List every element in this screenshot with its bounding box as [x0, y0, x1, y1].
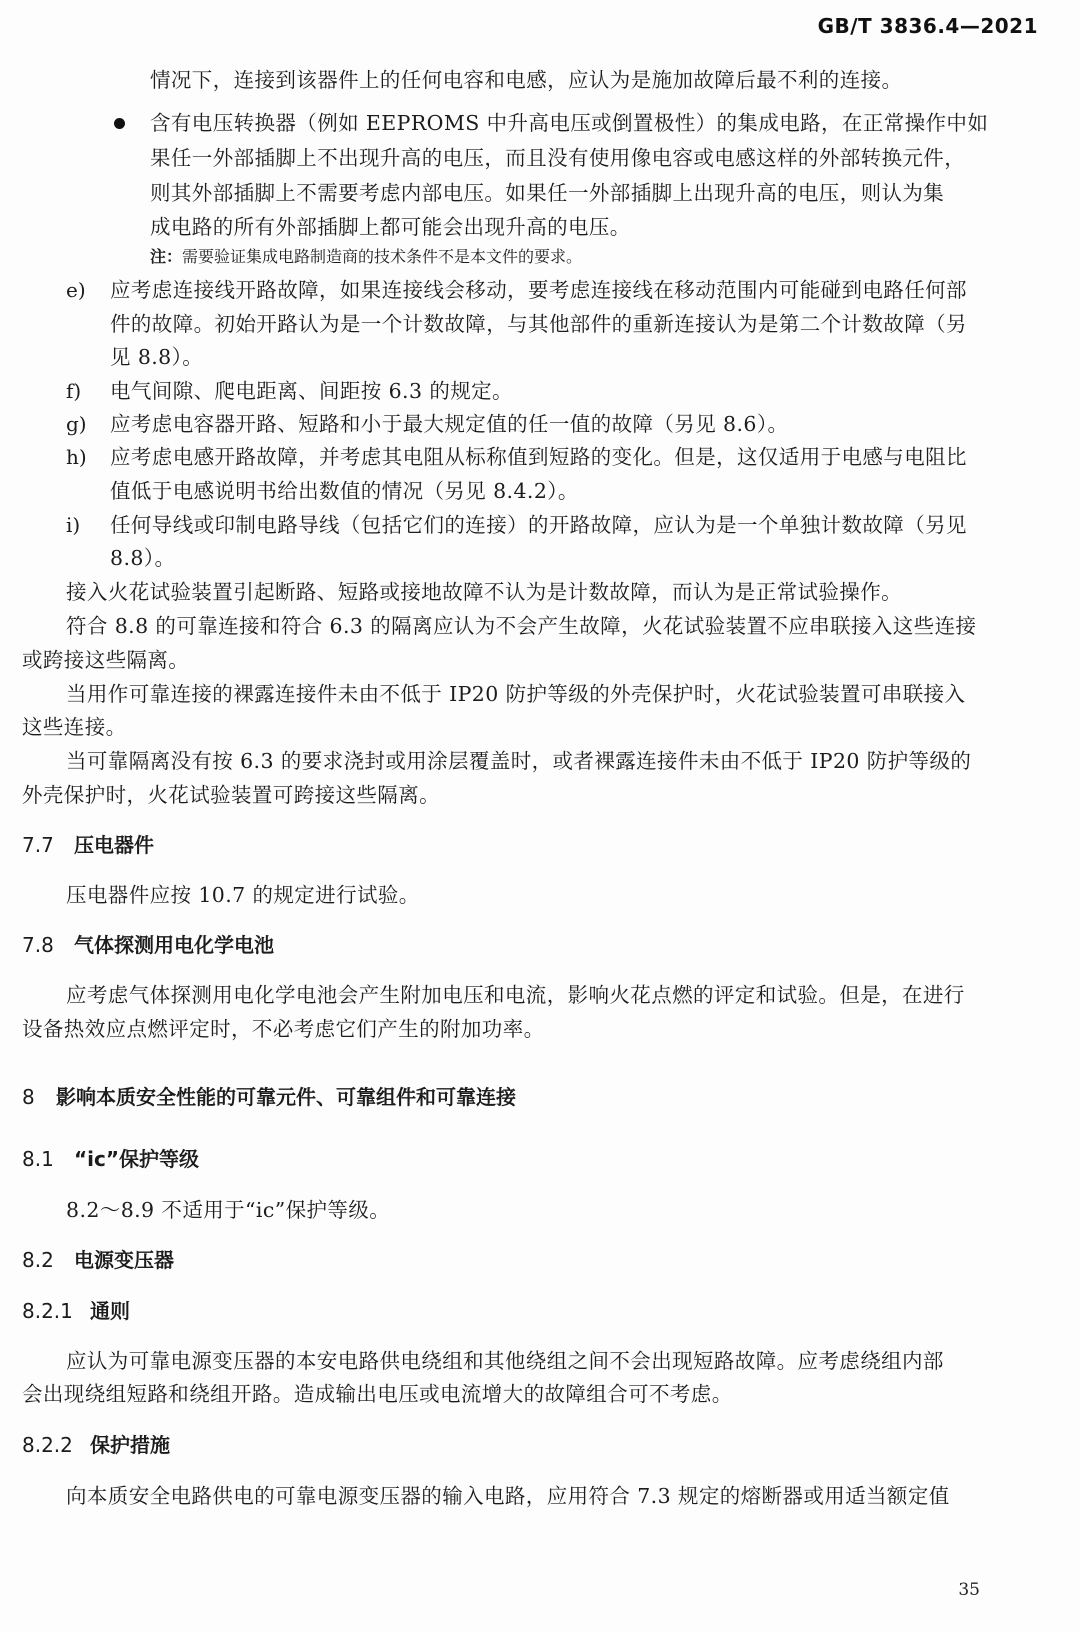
note-label: 注： [150, 247, 183, 266]
section-8-2-1-body-line-1: 应认为可靠电源变压器的本安电路供电绕组和其他绕组之间不会出现短路故障。应考虑绕组内部 [66, 1349, 944, 1373]
bullet-line-2: 果任一外部插脚上不出现升高的电压，而且没有使用像电容或电感这样的外部转换元件， [150, 146, 966, 170]
list-marker-f: f) [66, 379, 82, 403]
list-marker-e: e) [66, 278, 86, 302]
section-7-7-body: 压电器件应按 10.7 的规定进行试验。 [66, 883, 420, 907]
section-heading-8-2-2 [22, 1432, 170, 1458]
list-item-i-line-1: 任何导线或印制电路导线（包括它们的连接）的开路故障，应认为是一个单独计数故障（另见 [110, 513, 967, 537]
paragraph-spark-test-1: 接入火花试验装置引起断路、短路或接地故障不认为是计数故障，而认为是正常试验操作。 [66, 580, 902, 604]
paragraph-spark-test-3-line-2: 这些连接。 [22, 715, 127, 739]
section-8-2-2-body-line-1: 向本质安全电路供电的可靠电源变压器的输入电路，应用符合 7.3 规定的熔断器或用适当额定值 [66, 1484, 950, 1508]
section-number: 8.1 [22, 1147, 54, 1171]
section-number: 7.8 [22, 933, 54, 957]
section-number: 8.2.1 [22, 1299, 73, 1323]
section-heading-8-2 [22, 1247, 174, 1273]
section-title: 气体探测用电化学电池 [74, 933, 274, 957]
section-7-8-body-line-2: 设备热效应点燃评定时，不必考虑它们产生的附加功率。 [22, 1017, 545, 1041]
section-number: 7.7 [22, 833, 54, 857]
bullet-line-3: 则其外部插脚上不需要考虑内部电压。如果任一外部插脚上出现升高的电压，则认为集 [150, 181, 945, 205]
note-text: 需要验证集成电路制造商的技术条件不是本文件的要求。 [182, 247, 583, 266]
paragraph-spark-test-3-line-1: 当用作可靠连接的裸露连接件未由不低于 IP20 防护等级的外壳保护时，火花试验装置可串联接入 [66, 682, 966, 706]
list-marker-i: i) [66, 513, 81, 537]
list-item-e-line-3: 见 8.8）。 [110, 345, 204, 369]
paragraph-spark-test-2-line-2: 或跨接这些隔离。 [22, 648, 190, 672]
bullet-icon [114, 118, 125, 129]
list-marker-g: g) [66, 412, 87, 436]
continuation-line: 情况下，连接到该器件上的任何电容和电感，应认为是施加故障后最不利的连接。 [150, 68, 903, 92]
chapter-title: 影响本质安全性能的可靠元件、可靠组件和可靠连接 [56, 1085, 516, 1109]
list-item-e-line-1: 应考虑连接线开路故障，如果连接线会移动，要考虑连接线在移动范围内可能碰到电路任何部 [110, 278, 967, 302]
list-item-f-line-1: 电气间隙、爬电距离、间距按 6.3 的规定。 [110, 379, 513, 403]
section-7-8-body-line-1: 应考虑气体探测用电化学电池会产生附加电压和电流，影响火花点燃的评定和试验。但是，在进行 [66, 983, 965, 1007]
chapter-heading-8 [22, 1084, 516, 1110]
bullet-line-4: 成电路的所有外部插脚上都可能会出现升高的电压。 [150, 215, 631, 239]
section-heading-7-8 [22, 932, 274, 958]
section-title: “ic”保护等级 [74, 1147, 199, 1171]
section-title: 保护措施 [90, 1433, 170, 1457]
page-number: 35 [958, 1580, 980, 1600]
list-item-g-line-1: 应考虑电容器开路、短路和小于最大规定值的任一值的故障（另见 8.6）。 [110, 412, 789, 436]
section-8-2-1-body-line-2: 会出现绕组短路和绕组开路。造成输出电压或电流增大的故障组合可不考虑。 [22, 1382, 733, 1406]
section-8-1-body: 8.2～8.9 不适用于“ic”保护等级。 [66, 1198, 391, 1222]
list-marker-h: h) [66, 445, 87, 469]
section-number: 8.2.2 [22, 1433, 73, 1457]
note [150, 247, 582, 267]
paragraph-spark-test-2-line-1: 符合 8.8 的可靠连接和符合 6.3 的隔离应认为不会产生故障，火花试验装置不应串联接入这些连接 [66, 614, 977, 638]
bullet-line-1: 含有电压转换器（例如 EEPROMS 中升高电压或倒置极性）的集成电路，在正常操作中如 [150, 111, 989, 135]
list-item-h-line-2: 值低于电感说明书给出数值的情况（另见 8.4.2）。 [110, 479, 579, 503]
list-item-e-line-2: 件的故障。初始开路认为是一个计数故障，与其他部件的重新连接认为是第二个计数故障（另 [110, 312, 967, 336]
section-number: 8.2 [22, 1248, 54, 1272]
list-item-i-line-2: 8.8）。 [110, 546, 176, 570]
section-title: 电源变压器 [74, 1248, 174, 1272]
document-code: GB/T 3836.4—2021 [817, 14, 1038, 38]
paragraph-spark-test-4-line-1: 当可靠隔离没有按 6.3 的要求浇封或用涂层覆盖时，或者裸露连接件未由不低于 IP20 防护等级的 [66, 749, 972, 773]
section-heading-7-7 [22, 832, 154, 858]
section-heading-8-1 [22, 1146, 199, 1172]
section-heading-8-2-1 [22, 1298, 130, 1324]
list-item-h-line-1: 应考虑电感开路故障，并考虑其电阻从标称值到短路的变化。但是，这仅适用于电感与电阻比 [110, 445, 967, 469]
section-title: 通则 [90, 1299, 130, 1323]
section-title: 压电器件 [74, 833, 154, 857]
paragraph-spark-test-4-line-2: 外壳保护时，火花试验装置可跨接这些隔离。 [22, 783, 440, 807]
chapter-number: 8 [22, 1085, 35, 1109]
